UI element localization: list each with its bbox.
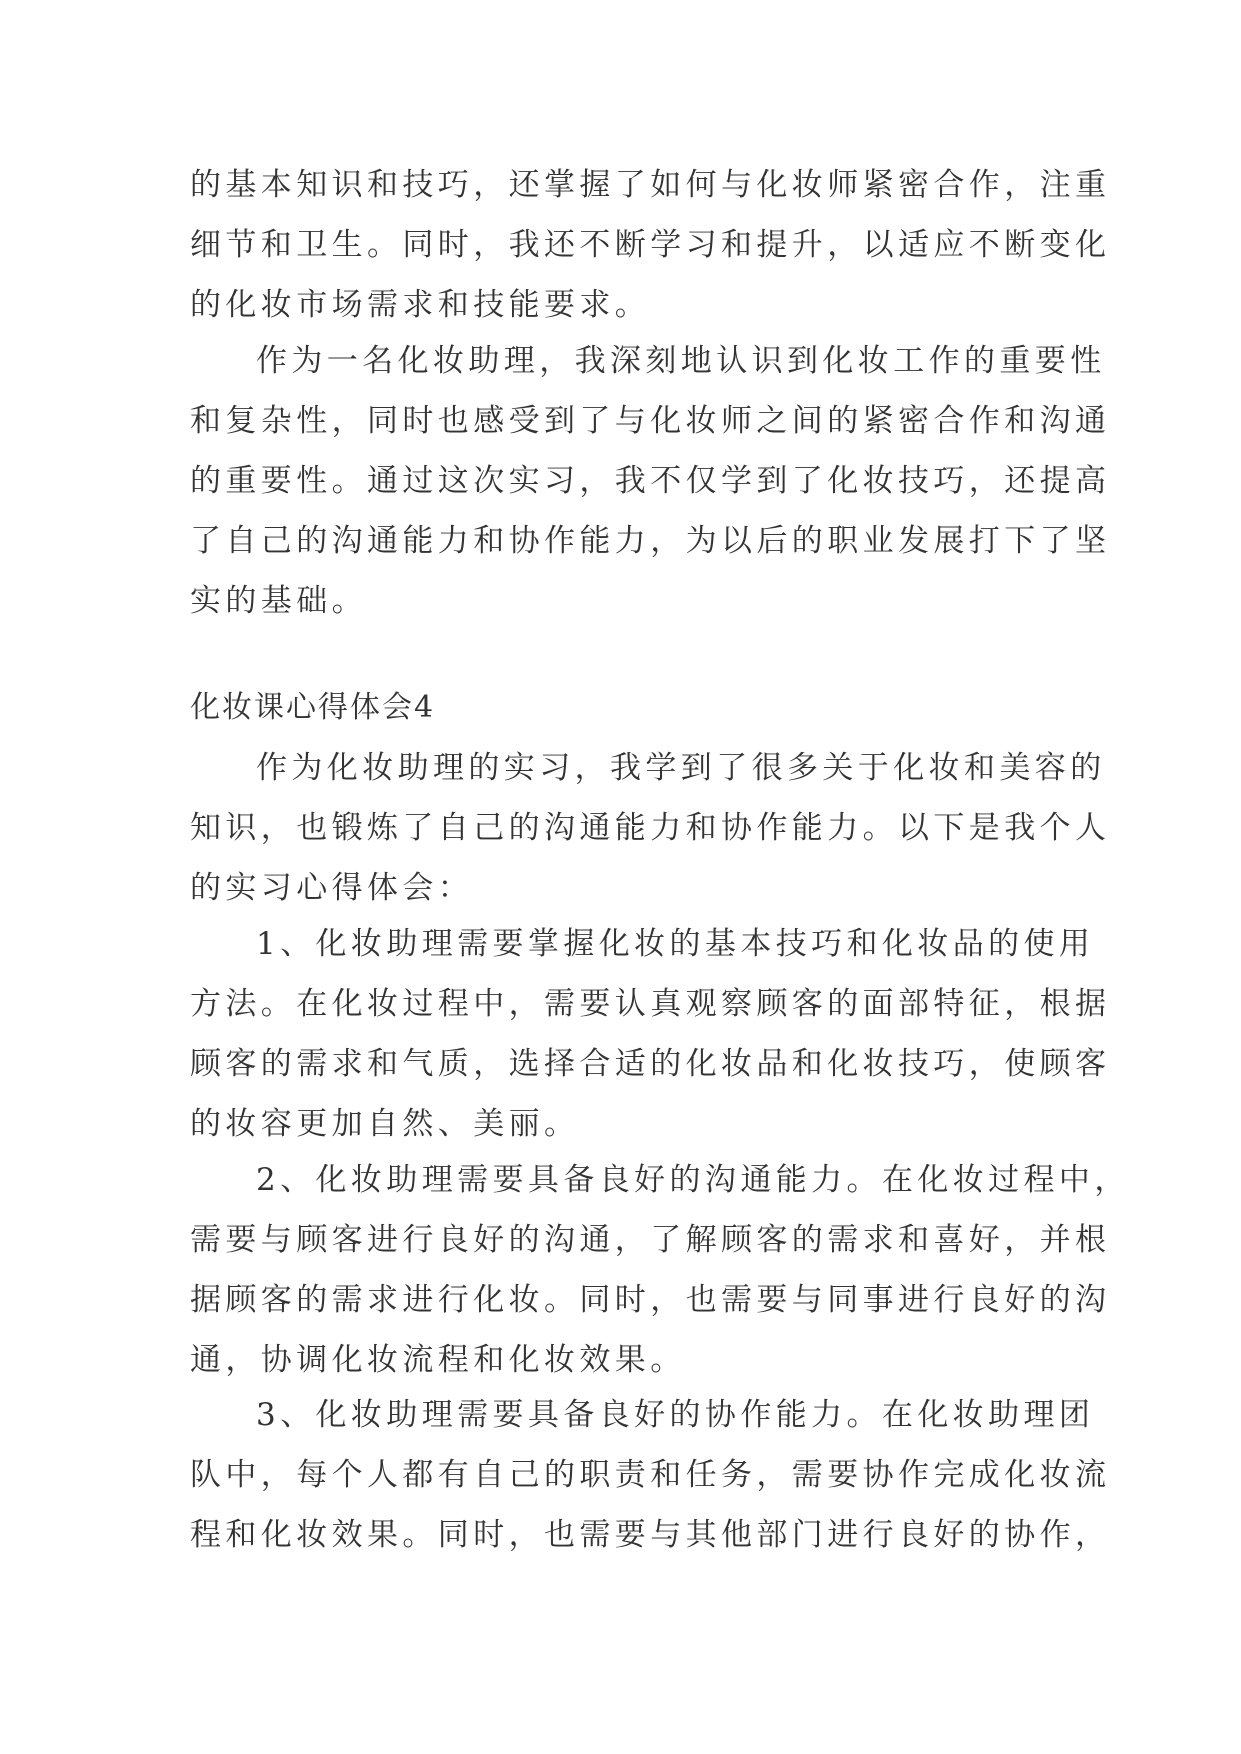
section-heading-block	[190, 678, 1050, 738]
text-line: 作为化妆助理的实习，我学到了很多关于化妆和美容的	[256, 750, 1106, 786]
text-line: 细节和卫生。同时，我还不断学习和提升，以适应不断变化	[190, 227, 1111, 263]
text-line: 程和化妆效果。同时，也需要与其他部门进行良好的协作，	[190, 1517, 1111, 1553]
text-line: 的重要性。通过这次实习，我不仅学到了化妆技巧，还提高	[190, 463, 1111, 499]
text-line: 的实习心得体会：	[190, 870, 474, 906]
section-point-2	[190, 1150, 1130, 1390]
text-line: 的化妆市场需求和技能要求。	[190, 287, 651, 323]
text-line: 的基本知识和技巧，还掌握了如何与化妆师紧密合作，注重	[190, 167, 1111, 203]
text-line: 顾客的需求和气质，选择合适的化妆品和化妆技巧，使顾客	[190, 1046, 1111, 1082]
text-line: 2、化妆助理需要具备良好的沟通能力。在化妆过程中，	[256, 1162, 1130, 1198]
text-line: 知识，也锻炼了自己的沟通能力和协作能力。以下是我个人	[190, 810, 1111, 846]
paragraph-reflection	[190, 331, 1111, 631]
text-line: 方法。在化妆过程中，需要认真观察顾客的面部特征，根据	[190, 986, 1111, 1022]
text-line: 作为一名化妆助理，我深刻地认识到化妆工作的重要性	[256, 343, 1106, 379]
text-line: 实的基础。	[190, 583, 367, 619]
section-heading: 化妆课心得体会4	[190, 690, 436, 725]
text-line: 的妆容更加自然、美丽。	[190, 1106, 580, 1142]
text-line: 1、化妆助理需要掌握化妆的基本技巧和化妆品的使用	[256, 926, 1095, 962]
section-point-3	[190, 1385, 1111, 1565]
text-line: 通，协调化妆流程和化妆效果。	[190, 1342, 686, 1378]
text-line: 了自己的沟通能力和协作能力，为以后的职业发展打下了坚	[190, 523, 1111, 559]
text-line: 3、化妆助理需要具备良好的协作能力。在化妆助理团	[256, 1397, 1095, 1433]
text-line: 据顾客的需求进行化妆。同时，也需要与同事进行良好的沟	[190, 1282, 1111, 1318]
text-line: 需要与顾客进行良好的沟通，了解顾客的需求和喜好，并根	[190, 1222, 1111, 1258]
paragraph-continuation	[190, 155, 1111, 335]
section-point-1	[190, 914, 1111, 1154]
section-intro-paragraph	[190, 738, 1111, 918]
text-line: 队中，每个人都有自己的职责和任务，需要协作完成化妆流	[190, 1457, 1111, 1493]
text-line: 和复杂性，同时也感受到了与化妆师之间的紧密合作和沟通	[190, 403, 1111, 439]
